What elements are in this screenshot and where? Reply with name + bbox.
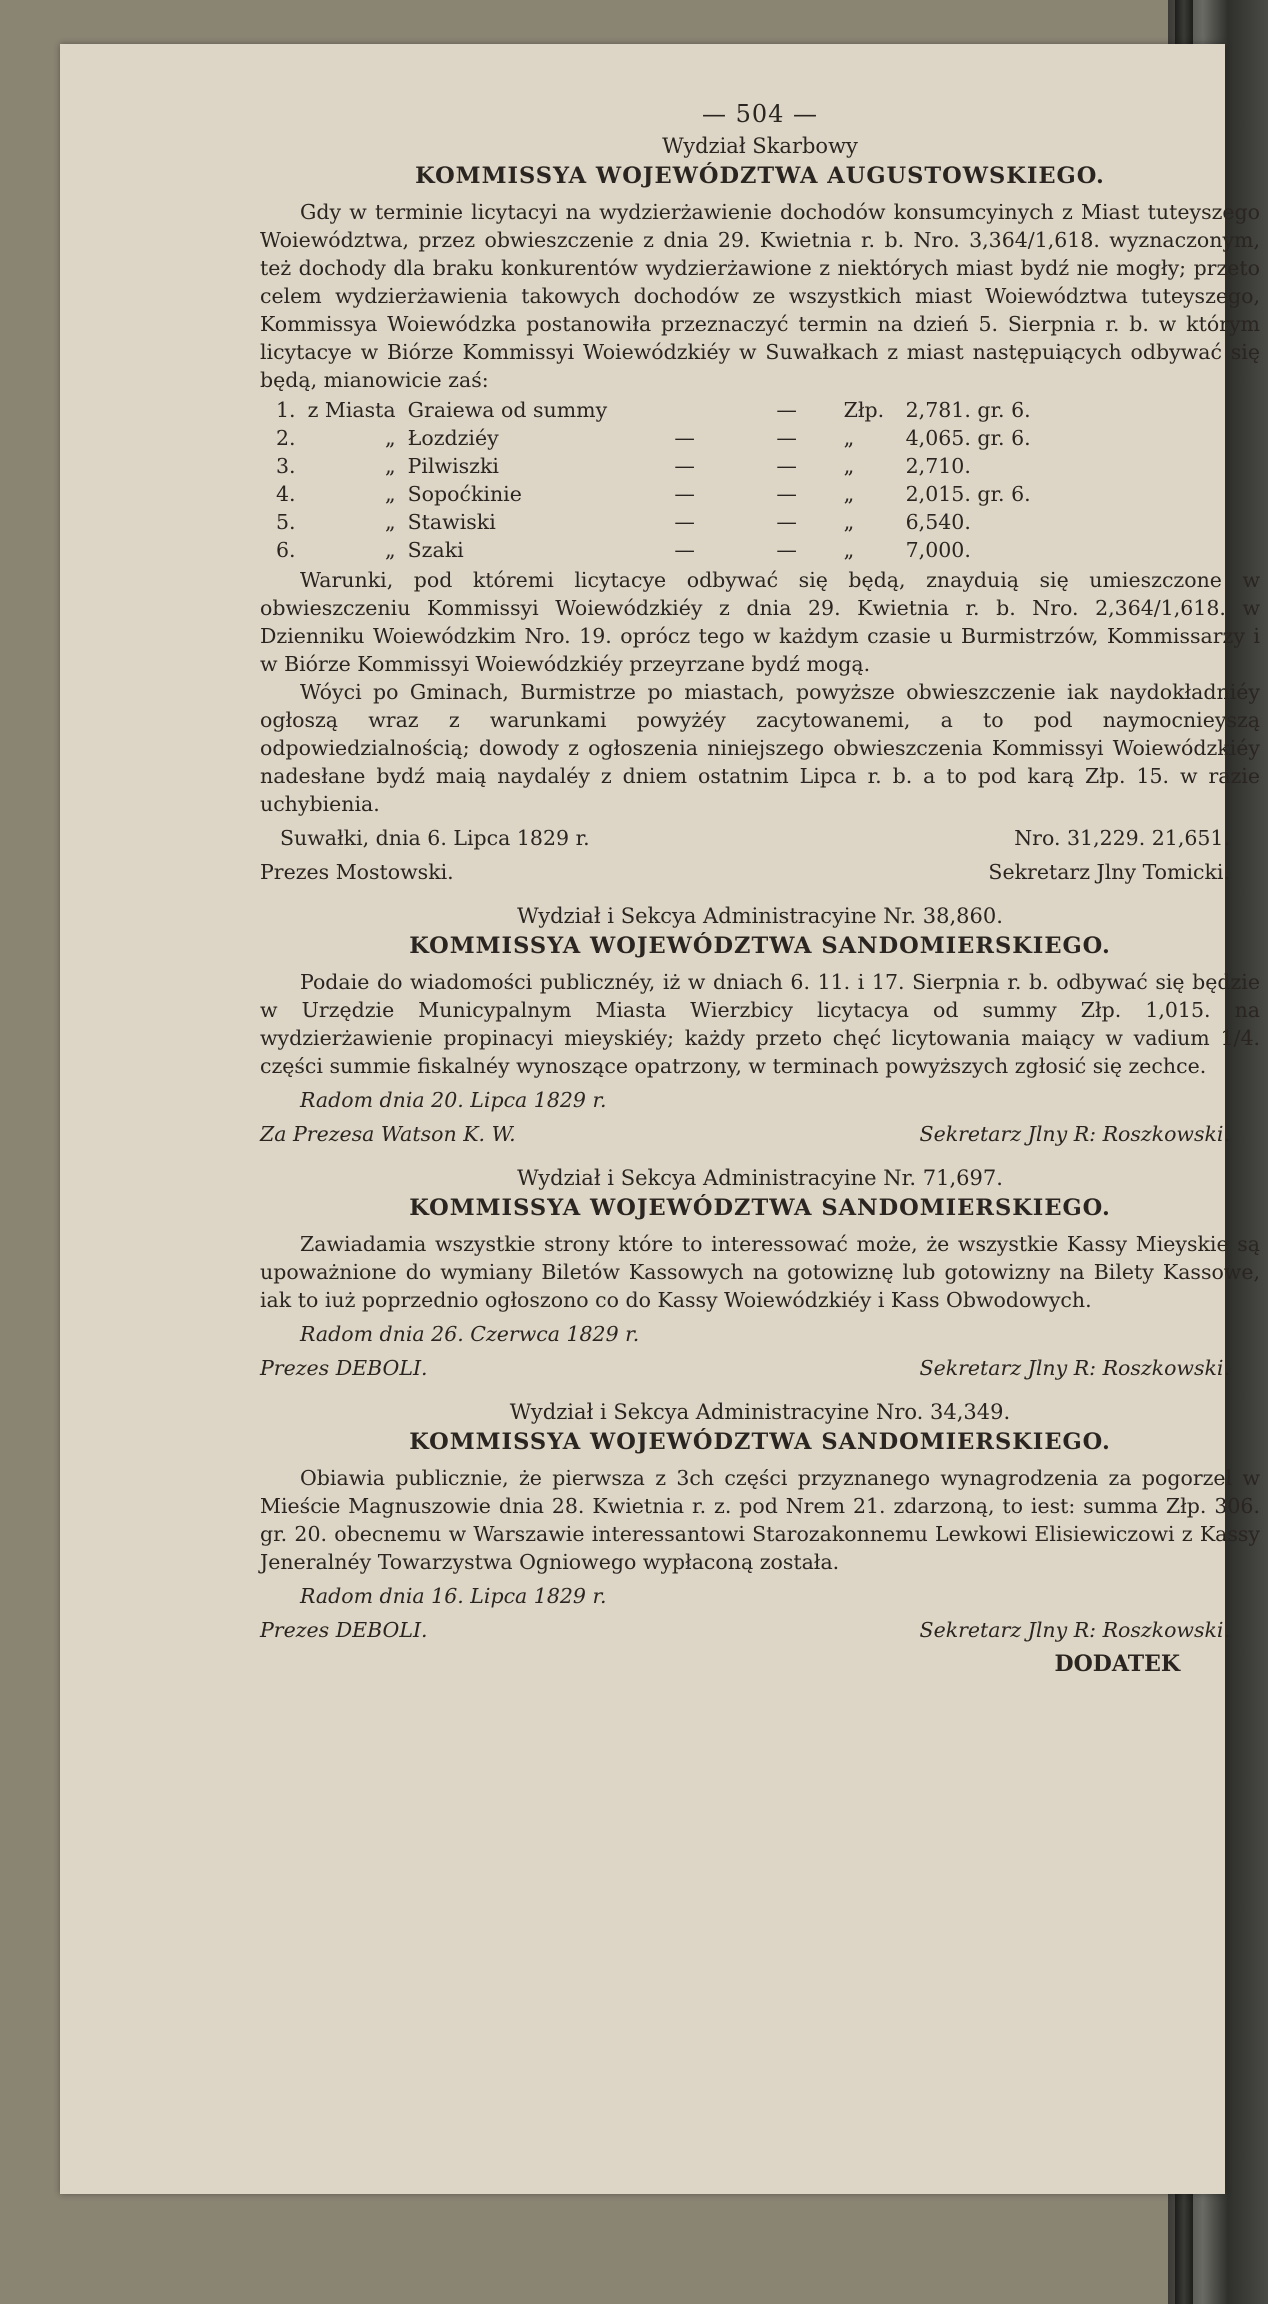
row-prefix: „: [385, 510, 396, 534]
secretary-signature: Sekretarz Jlny R: Roszkowski.: [919, 1618, 1230, 1642]
row-currency: Złp.: [843, 398, 885, 422]
president-signature: Prezes DEBOLI.: [260, 1618, 428, 1642]
row-prefix: „: [385, 426, 396, 450]
row-prefix: z Miasta: [307, 398, 396, 422]
row-dash: —: [776, 538, 797, 562]
row-amount: 6,540.: [905, 510, 971, 534]
town-name: Szaki: [407, 538, 464, 562]
footer-dodatek: DODATEK: [1054, 1651, 1180, 1677]
row-number: 4.: [276, 482, 296, 506]
towns-table: [270, 396, 1037, 564]
row-currency: „: [843, 426, 855, 450]
signature-line: [260, 1616, 1260, 1644]
department-line: Wydział i Sekcya Administracyine Nr. 38,860.: [517, 904, 1003, 928]
president-signature: Prezes Mostowski.: [260, 860, 454, 884]
page-number: — 504 —: [701, 100, 819, 128]
notice-sandomierskie-2: [260, 1164, 1260, 1382]
department-line: Wydział i Sekcya Administracyine Nro. 34,349.: [509, 1400, 1011, 1424]
row-prefix: „: [385, 538, 396, 562]
row-number: 1.: [276, 398, 296, 422]
secretary-signature: Sekretarz Jlny Tomicki.: [988, 860, 1230, 884]
place-date: Radom dnia 16. Lipca 1829 r.: [300, 1584, 607, 1608]
row-prefix: „: [385, 482, 396, 506]
president-signature: Za Prezesa Watson K. W.: [260, 1122, 516, 1146]
town-name: Graiewa od summy: [407, 398, 608, 422]
notice-paragraph: Zawiadamia wszystkie strony które to interessować może, że wszystkie Kassy Mieyskie są upoważnione do wymiany Biletów Kassowych na gotowiznę lub gotowizny na Bilety Kassowe, iak to iuż poprzednio ogłoszono co do Kassy Woiewódzkiéy i Kass Obwodowych.: [260, 1232, 1260, 1312]
row-number: 5.: [276, 510, 296, 534]
row-amount: 7,000.: [905, 538, 971, 562]
row-amount: 2,781. gr. 6.: [905, 398, 1031, 422]
table-row: [270, 396, 1037, 424]
signature-line: [260, 1354, 1260, 1382]
row-currency: „: [843, 454, 855, 478]
place-date: Radom dnia 20. Lipca 1829 r.: [300, 1088, 607, 1112]
row-currency: „: [843, 482, 855, 506]
notice-paragraph: Warunki, pod któremi licytacye odbywać się będą, znayduią się umieszczone w obwieszczeniu Kommissyi Woiewódzkiéy z dnia 29. Kwietnia r. b. Nro. 2,364/1,618. w Dzienniku Woiewódzkim Nro. 19. oprócz tego w każdym czasie u Burmistrzów, Kommissarzy i w Biórze Kommissyi Woiewódzkiéy przeyrzane bydź mogą.: [260, 568, 1260, 676]
reference-number: Nro. 31,229. 21,651.: [1014, 826, 1230, 850]
notice-heading: KOMMISSYA WOJEWÓDZTWA SANDOMIERSKIEGO.: [409, 1429, 1111, 1455]
notice-paragraph: Obiawia publicznie, że pierwsza z 3ch części przyznanego wynagrodzenia za pogorzel w Mieście Magnuszowie dnia 28. Kwietnia r. z. pod Nrem 21. zdarzoną, to iest: summa Złp. 306. gr. 20. obecnemu w Warszawie interessantowi Starozakonnemu Lewkowi Elisiewiczowi z Kassy Jeneralnéy Towarzystwa Ogniowego wypłaconą została.: [260, 1466, 1260, 1574]
row-dash: —: [776, 426, 797, 450]
notice-paragraph: Gdy w terminie licytacyi na wydzierżawienie dochodów konsumcyinych z Miast tuteyszego Woiewództwa, przez obwieszczenie z dnia 29. Kwietnia r. b. Nro. 3,364/1,618. wyznaczonym, też dochody dla braku konkurentów wydzierżawione z niektórych miast bydź nie mogły; przeto celem wydzierżawienia takowych dochodów ze wszystkich miast Woiewództwa tuteyszego, Kommissya Woiewódzka postanowiła przeznaczyć termin na dzień 5. Sierpnia r. b. w którym licytacye w Biórze Kommissyi Woiewódzkiéy w Suwałkach z miast następuiących odbywać się będą, mianowicie zaś:: [260, 200, 1260, 392]
signature-line: [260, 1120, 1260, 1148]
table-row: [270, 452, 1037, 480]
row-dash: —: [776, 398, 797, 422]
department-line: Wydział i Sekcya Administracyine Nr. 71,697.: [517, 1166, 1003, 1190]
president-signature: Prezes DEBOLI.: [260, 1356, 428, 1380]
town-name: Stawiski: [407, 510, 496, 534]
row-currency: „: [843, 538, 855, 562]
place-date: Radom dnia 26. Czerwca 1829 r.: [300, 1322, 640, 1346]
page-content: [260, 100, 1260, 1678]
row-dash: —: [674, 510, 695, 534]
row-amount: 4,065. gr. 6.: [905, 426, 1031, 450]
row-currency: „: [843, 510, 855, 534]
secretary-signature: Sekretarz Jlny R: Roszkowski.: [919, 1356, 1230, 1380]
date-line: [260, 824, 1260, 852]
row-dash: —: [674, 426, 695, 450]
place-date: Suwałki, dnia 6. Lipca 1829 r.: [280, 826, 590, 850]
row-dash: —: [674, 482, 695, 506]
table-row: [270, 508, 1037, 536]
table-row: [270, 480, 1037, 508]
row-dash: —: [674, 454, 695, 478]
row-number: 2.: [276, 426, 296, 450]
row-dash: —: [776, 482, 797, 506]
notice-sandomierskie-1: [260, 902, 1260, 1148]
notice-heading: KOMMISSYA WOJEWÓDZTWA SANDOMIERSKIEGO.: [409, 1195, 1111, 1221]
table-row: [270, 424, 1037, 452]
notice-paragraph: Wóyci po Gminach, Burmistrze po miastach, powyższe obwieszczenie iak naydokładniéy ogłoszą wraz z warunkami powyżéy zacytowanemi, a to pod naymocnieyszą odpowiedzialnością; dowody z ogłoszenia niniejszego obwieszczenia Kommissyi Woiewódzkiéy nadesłane bydź maią naydaléy z dniem ostatnim Lipca r. b. a to pod karą Złp. 15. w razie uchybienia.: [260, 680, 1260, 816]
notice-heading: KOMMISSYA WOJEWÓDZTWA SANDOMIERSKIEGO.: [409, 933, 1111, 959]
notice-heading: KOMMISSYA WOJEWÓDZTWA AUGUSTOWSKIEGO.: [415, 163, 1105, 189]
row-dash: —: [776, 454, 797, 478]
notice-paragraph: Podaie do wiadomości publicznéy, iż w dniach 6. 11. i 17. Sierpnia r. b. odbywać się będzie w Urzędzie Municypalnym Miasta Wierzbicy licytacya od summy Złp. 1,015. na wydzierżawienie propinacyi mieyskiéy; każdy przeto chęć licytowania maiący w vadium 1/4. części summie fiskalnéy wynoszące opatrzony, w terminach powyższych zgłosić się zechce.: [260, 970, 1260, 1078]
department-line: Wydział Skarbowy: [662, 134, 858, 158]
notice-augustowskie: [260, 132, 1260, 886]
town-name: Sopoćkinie: [407, 482, 522, 506]
row-number: 6.: [276, 538, 296, 562]
signature-line: [260, 858, 1260, 886]
notice-sandomierskie-3: [260, 1398, 1260, 1644]
row-dash: [634, 396, 736, 424]
town-name: Łozdziéy: [407, 426, 499, 450]
row-amount: 2,015. gr. 6.: [905, 482, 1031, 506]
row-dash: —: [674, 538, 695, 562]
row-number: 3.: [276, 454, 296, 478]
row-prefix: „: [385, 454, 396, 478]
row-amount: 2,710.: [905, 454, 971, 478]
table-row: [270, 536, 1037, 564]
row-dash: —: [776, 510, 797, 534]
town-name: Pilwiszki: [407, 454, 499, 478]
secretary-signature: Sekretarz Jlny R: Roszkowski.: [919, 1122, 1230, 1146]
